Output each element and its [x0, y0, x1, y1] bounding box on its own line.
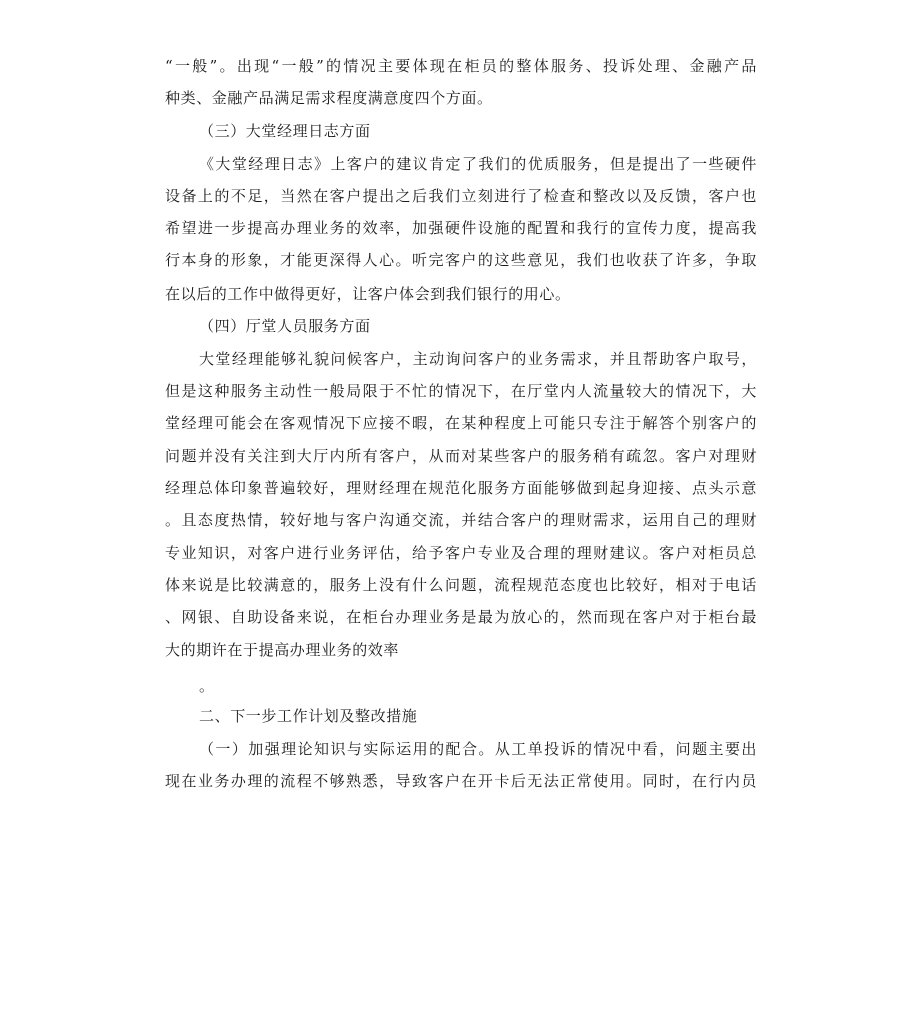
paragraph-line: 种类、金融产品满足需求程度满意度四个方面。 [165, 89, 493, 107]
paragraph-line: 设备上的不足，当然在客户提出之后我们立刻进行了检查和整改以及反馈，客户也 [165, 187, 757, 205]
section-heading-next-steps: 二、下一步工作计划及整改措施 [199, 707, 418, 725]
paragraph-line: 大堂经理能够礼貌问候客户，主动询问客户的业务需求，并且帮助客户取号， [199, 350, 757, 368]
section-heading-lobby-manager-log: （三）大堂经理日志方面 [199, 122, 371, 140]
paragraph-line: 但是这种服务主动性一般局限于不忙的情况下，在厅堂内人流量较大的情况下，大 [165, 382, 757, 400]
paragraph-line: 在以后的工作中做得更好，让客户体会到我们银行的用心。 [165, 285, 571, 303]
paragraph-line: 、网银、自助设备来说，在柜台办理业务是最为放心的，然而现在客户对于柜台最 [165, 608, 757, 626]
paragraph-line: 问题并没有关注到大厅内所有客户，从而对某些客户的服务稍有疏忽。客户对理财 [165, 447, 757, 465]
paragraph-line: 体来说是比较满意的，服务上没有什么问题，流程规范态度也比较好，相对于电话 [165, 576, 757, 594]
paragraph-line: （一）加强理论知识与实际运用的配合。从工单投诉的情况中看，问题主要出 [199, 740, 757, 758]
paragraph-line: 。且态度热情，较好地与客户沟通交流，并结合客户的理财需求，运用自己的理财 [165, 511, 757, 529]
paragraph-line: “一般”。出现“一般”的情况主要体现在柜员的整体服务、投诉处理、金融产品 [165, 57, 757, 75]
paragraph-line: 《大堂经理日志》上客户的建议肯定了我们的优质服务，但是提出了一些硬件 [199, 155, 757, 173]
paragraph-line: 堂经理可能会在客观情况下应接不暇，在某种程度上可能只专注于解答个别客户的 [165, 414, 757, 432]
paragraph-line: 希望进一步提高办理业务的效率，加强硬件设施的配置和我行的宣传力度，提高我 [165, 219, 757, 237]
paragraph-line: 经理总体印象普遍较好，理财经理在规范化服务方面能够做到起身迎接、点头示意 [165, 479, 757, 497]
paragraph-line: 专业知识，对客户进行业务评估，给予客户专业及合理的理财建议。客户对柜员总 [165, 544, 757, 562]
paragraph-line: 大的期许在于提高办理业务的效率 [165, 641, 400, 659]
paragraph-line: 行本身的形象，才能更深得人心。听完客户的这些意见，我们也收获了许多，争取 [165, 251, 757, 269]
section-heading-hall-staff-service: （四）厅堂人员服务方面 [199, 317, 371, 335]
paragraph-line: 现在业务办理的流程不够熟悉，导致客户在开卡后无法正常使用。同时，在行内员 [165, 772, 757, 790]
paragraph-line: 。 [199, 677, 215, 695]
